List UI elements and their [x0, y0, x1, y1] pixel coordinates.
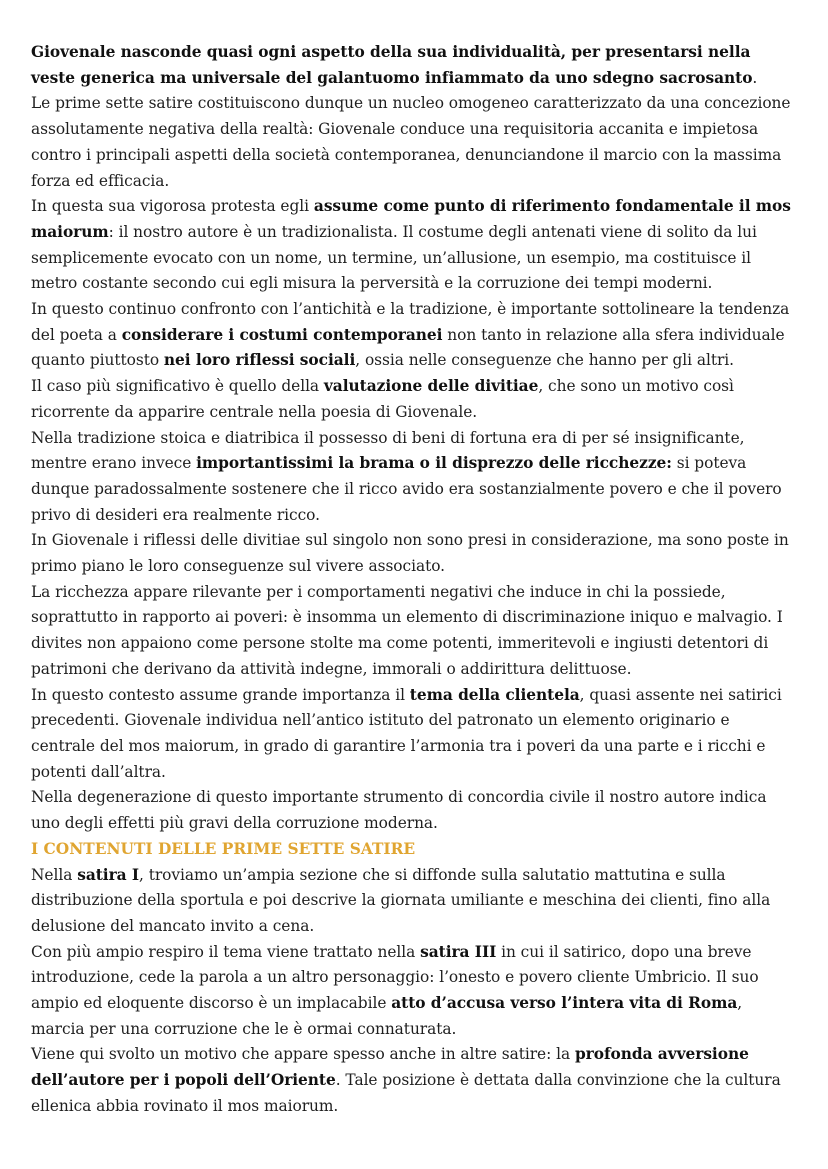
- bold-text: considerare i costumi contemporanei: [121, 325, 443, 344]
- text-run: , troviamo un’ampia sezione che si diffonde sulla salutatio mattutina e sulla distribuzione della sportula e poi descrive la giornata umiliante e meschina dei clienti, fino alla delusione del mancato invito a cena.: [31, 865, 771, 935]
- intro-paragraph: [31, 194, 798, 297]
- text-run: : il nostro autore è un tradizionalista. Il costume degli antenati viene di solito da lui semplicemente evocato con un nome, un termine, un’allusione, un esempio, ma costituisce il metro costante secondo cui egli misura la perversità e la corruzione dei tempi moderni.: [31, 222, 757, 293]
- text-run: , che sono un motivo così ricorrente da apparire centrale nella poesia di Giovenale.: [31, 377, 734, 421]
- section-heading: I CONTENUTI DELLE PRIME SETTE SATIRE: [31, 839, 416, 858]
- satire-paragraph: [31, 863, 798, 940]
- text-run: si poteva dunque paradossalmente sostenere che il ricco avido era sostanzialmente povero e che il povero privo di desideri era realmente ricco.: [31, 454, 782, 524]
- bold-text: nei loro riflessi sociali: [163, 351, 356, 370]
- intro-paragraph: [31, 683, 798, 786]
- intro-paragraph: [31, 40, 798, 91]
- text-run: In questo contesto assume grande importanza il: [31, 685, 410, 704]
- text-run: In questo continuo confronto con l’antichità e la tradizione, è importante sottolineare la tendenza del poeta a: [31, 300, 790, 344]
- text-run: , ossia nelle conseguenze che hanno per gli altri.: [355, 351, 735, 370]
- satire-paragraph: [31, 1042, 798, 1119]
- text-run: . Tale posizione è dettata dalla convinzione che la cultura ellenica abbia rovinato il mos maiorum.: [31, 1071, 781, 1115]
- intro-paragraph: [31, 785, 798, 836]
- text-run: Con più ampio respiro il tema viene trattato nella: [31, 942, 421, 961]
- text-run: Nella: [31, 865, 78, 884]
- text-run: Il caso più significativo è quello della: [31, 377, 324, 396]
- text-run: Nella degenerazione di questo importante strumento di concordia civile il nostro autore indica uno degli effetti più gravi della corruzione moderna.: [31, 788, 767, 833]
- bold-text: valutazione delle divitiae: [323, 377, 539, 396]
- bold-text: Giovenale nasconde quasi ogni aspetto della sua individualità, per presentarsi nella veste generica ma universale del galantuomo infiammato da uno sdegno sacrosanto: [31, 43, 753, 87]
- text-run: .: [752, 68, 758, 87]
- text-run: In Giovenale i riflessi delle divitiae sul singolo non sono presi in considerazione, ma sono poste in primo piano le loro conseguenze sul vivere associato.: [31, 531, 789, 576]
- text-run: La ricchezza appare rilevante per i comportamenti negativi che induce in chi la possiede, soprattutto in rapporto ai poveri: è insomma un elemento di discriminazione iniquo e malvagio. I divites non appaiono come persone stolte ma come potenti, immeritevoli e ingiusti detentori di patrimoni che derivano da attività indegne, immorali o addirittura delittuose.: [31, 582, 783, 678]
- text-run: , quasi assente nei satirici precedenti. Giovenale individua nell’antico istituto del patronato un elemento originario e centrale del mos maiorum, in grado di garantire l’armonia tra i poveri da una parte e i ricchi e potenti dall’altra.: [31, 685, 782, 781]
- intro-paragraph: [31, 426, 798, 529]
- bold-text: importantissimi la brama o il disprezzo delle ricchezze:: [196, 454, 672, 473]
- text-run: in cui il satirico, dopo una breve introduzione, cede la parola a un altro personaggio: l’onesto e povero cliente Umbricio. Il suo ampio ed eloquente discorso è un implacabile: [31, 942, 759, 1013]
- text-run: In questa sua vigorosa protesta egli: [31, 197, 314, 216]
- text-run: non tanto in relazione alla sfera individuale quanto piuttosto: [31, 325, 785, 370]
- satire-paragraph: [31, 940, 798, 1043]
- bold-text: tema della clientela: [409, 685, 580, 704]
- satire-contents-section: [31, 863, 798, 1120]
- intro-paragraph: [31, 528, 798, 579]
- bold-text: atto d’accusa verso l’intera vita di Roma: [391, 994, 738, 1013]
- bold-text: assume come punto di riferimento fondamentale il mos maiorum: [31, 197, 791, 241]
- bold-text: satira I: [77, 865, 140, 884]
- intro-paragraph: [31, 297, 798, 374]
- bold-text: profonda avversione dell’autore per i popoli dell’Oriente: [31, 1045, 749, 1090]
- bold-text: satira III: [420, 942, 497, 961]
- text-run: Le prime sette satire costituiscono dunque un nucleo omogeneo caratterizzato da una concezione assolutamente negativa della realtà: Giovenale conduce una requisitoria accanita e impietosa contro i principali aspetti della società contemporanea, denunciandone il marcio con la massima forza ed efficacia.: [31, 94, 791, 190]
- text-run: Nella tradizione stoica e diatribica il possesso di beni di fortuna era di per sé insignificante, mentre erano invece: [31, 428, 745, 473]
- intro-section: [31, 40, 798, 837]
- text-run: Viene qui svolto un motivo che appare spesso anche in altre satire: la: [31, 1045, 575, 1064]
- intro-paragraph: [31, 91, 798, 194]
- intro-paragraph: [31, 580, 798, 683]
- text-run: , marcia per una corruzione che le è ormai connaturata.: [31, 994, 743, 1038]
- intro-paragraph: [31, 374, 798, 425]
